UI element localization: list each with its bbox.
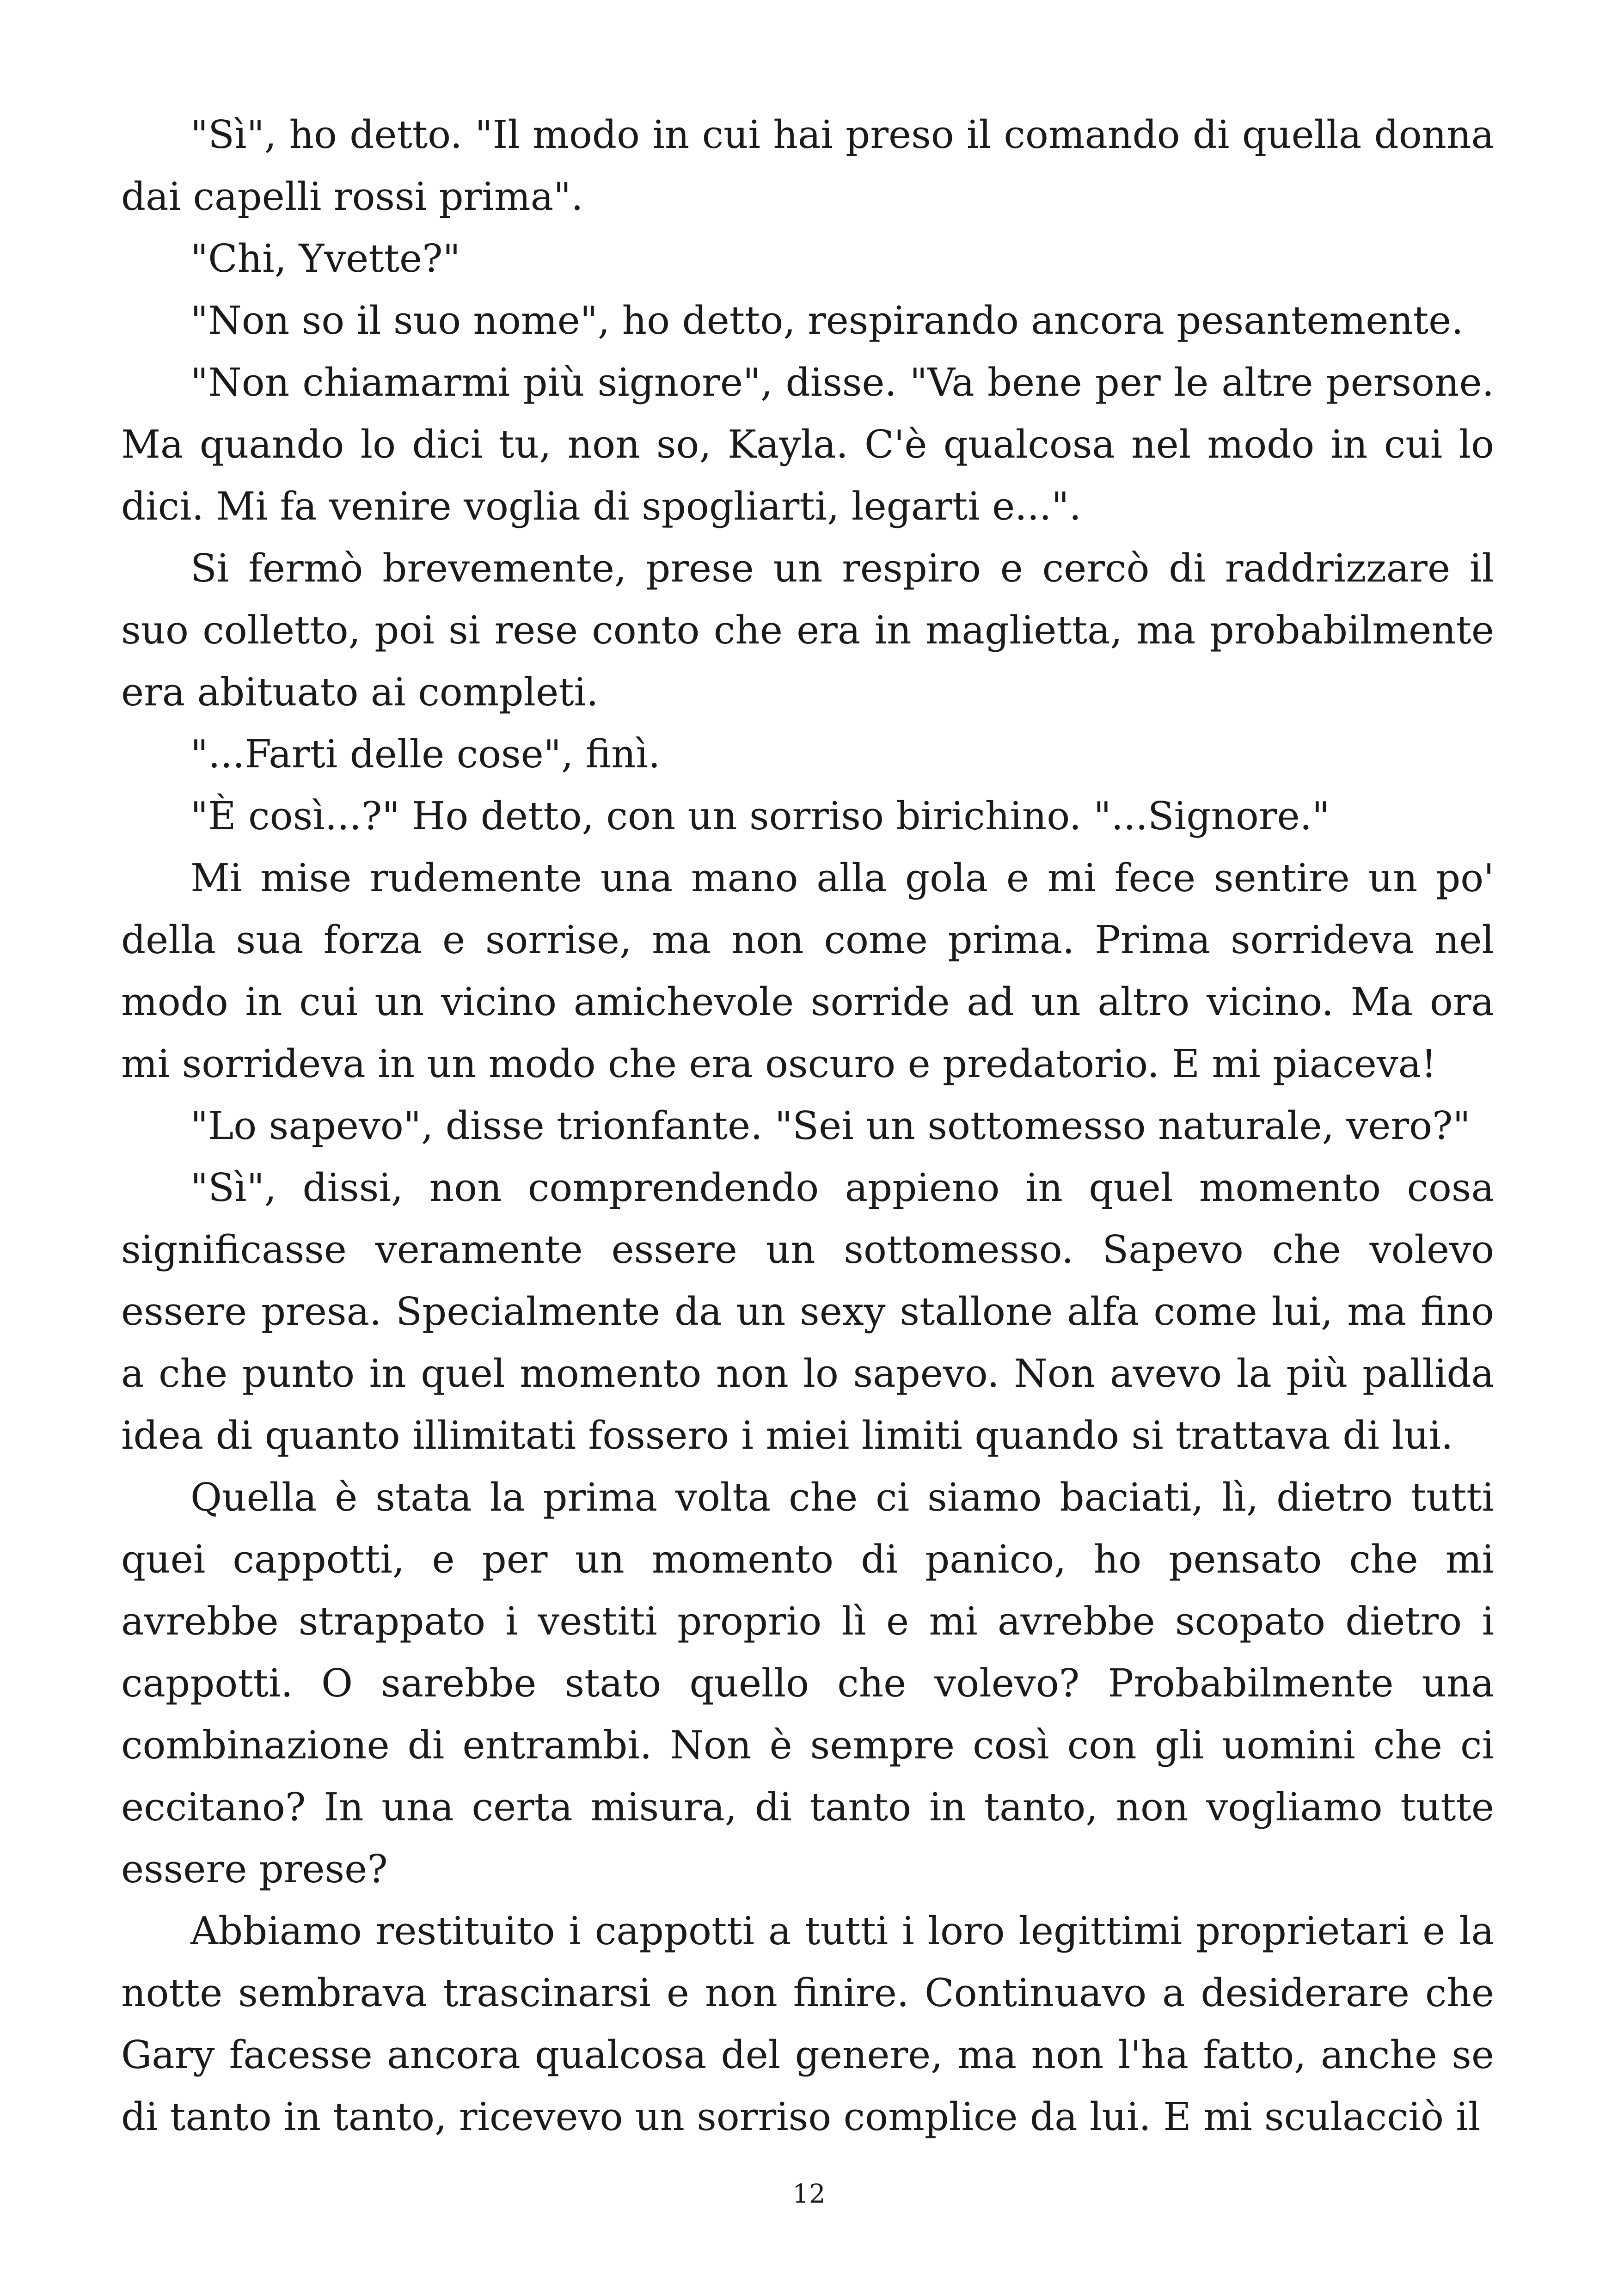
paragraph: "Non so il suo nome", ho detto, respirando ancora pesantemente. — [190, 298, 1464, 343]
body-text — [121, 104, 1494, 2148]
paragraph: "Non chiamarmi più signore", disse. "Va bene per le altre persone. Ma quando lo dici tu, non so, Kayla. C'è qualcosa nel modo in cui lo dici. Mi fa venire voglia di spogliarti, legarti e...". — [121, 360, 1494, 529]
paragraph: "È così...?" Ho detto, con un sorriso birichino. "...Signore." — [190, 794, 1330, 839]
paragraph: "Chi, Yvette?" — [190, 236, 460, 281]
paragraph: "Sì", dissi, non comprendendo appieno in quel momento cosa significasse veramente essere un sottomesso. Sapevo che volevo essere presa. Specialmente da un sexy stallone alfa come lui, ma fino a che punto in quel momento non lo sapevo. Non avevo la più pallida idea di quanto illimitati fossero i miei limiti quando si trattava di lui. — [121, 1165, 1494, 1458]
paragraph: "...Farti delle cose", finì. — [190, 732, 661, 777]
paragraph: "Lo sapevo", disse trionfante. "Sei un sottomesso naturale, vero?" — [190, 1103, 1471, 1148]
paragraph: Si fermò brevemente, prese un respiro e cercò di raddrizzare il suo colletto, poi si rese conto che era in maglietta, ma probabilmente era abituato ai completi. — [121, 546, 1494, 715]
paragraph: Quella è stata la prima volta che ci siamo baciati, lì, dietro tutti quei cappotti, e per un momento di panico, ho pensato che mi avrebbe strappato i vestiti proprio lì e mi avrebbe scopato dietro i cappotti. O sarebbe stato quello che volevo? Probabilmente una combinazione di entrambi. Non è sempre così con gli uomini che ci eccitano? In una certa misura, di tanto in tanto, non vogliamo tutte essere prese? — [121, 1475, 1494, 1892]
paragraph: Mi mise rudemente una mano alla gola e mi fece sentire un po' della sua forza e sorrise, ma non come prima. Prima sorrideva nel modo in cui un vicino amichevole sorride ad un altro vicino. Ma ora mi sorrideva in un modo che era oscuro e predatorio. E mi piaceva! — [121, 856, 1494, 1086]
paragraph: Abbiamo restituito i cappotti a tutti i loro legittimi proprietari e la notte sembrava trascinarsi e non finire. Continuavo a desiderare che Gary facesse ancora qualcosa del genere, ma non l'ha fatto, anche se di tanto in tanto, ricevevo un sorriso complice da lui. E mi sculacciò il — [121, 1909, 1494, 2139]
page-number: 12 — [792, 2179, 826, 2209]
paragraph: "Sì", ho detto. "Il modo in cui hai preso il comando di quella donna dai capelli rossi prima". — [121, 112, 1494, 219]
